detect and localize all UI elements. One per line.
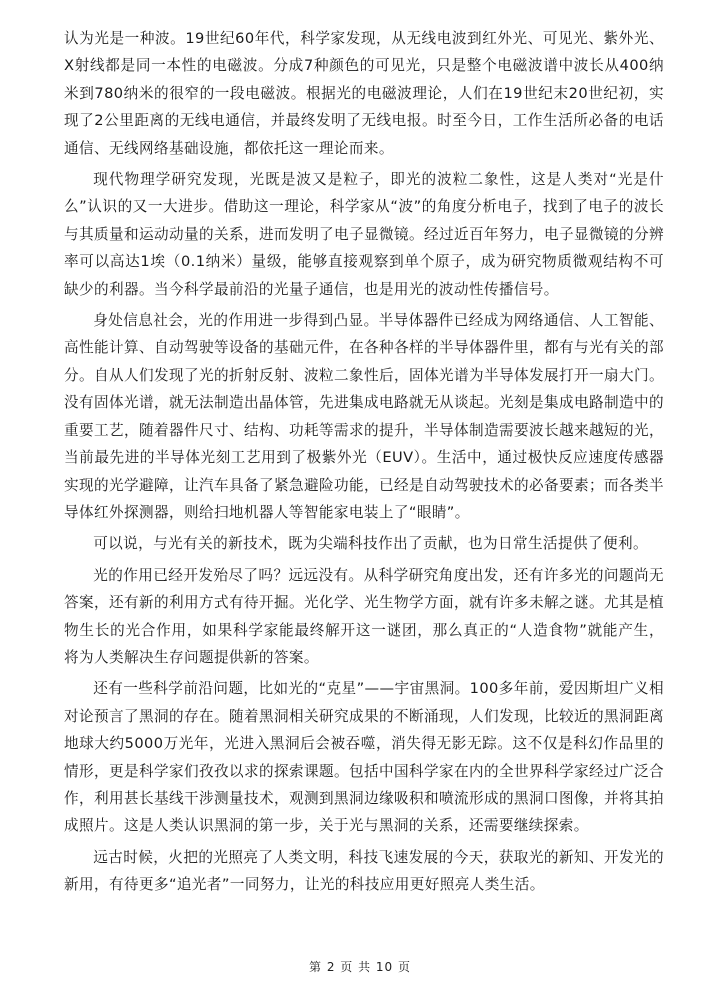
paragraph-black-hole: 还有一些科学前沿问题，比如光的“克星”——宇宙黑洞。100多年前，爱因斯坦广义相对论预言了黑洞的存在。随着黑洞相关研究成果的不断涌现，人们发现，比较近的黑洞距离地球大约5000万光年，光进入黑洞后会被吞噬，消失得无影无踪。这不仅是科幻作品里的情形，更是科学家们孜孜以求的探索课题。包括中国科学家在内的全世界科学家经过广泛合作，利用甚长基线干涉测量技术，观测到黑洞边缘吸积和喷流形成的黑洞口图像，并将其拍成照片。这是人类认识黑洞的第一步，关于光与黑洞的关系，还需要继续探索。 bbox=[64, 680, 664, 835]
paragraph-conclusion: 远古时候，火把的光照亮了人类文明，科技飞速发展的今天，获取光的新知、开发光的新用，有待更多“追光者”一同努力，让光的科技应用更好照亮人类生活。 bbox=[64, 848, 664, 894]
paragraph-continued: 认为光是一种波。19世纪60年代，科学家发现，从无线电波到红外光、可见光、紫外光、X射线都是同一本性的电磁波。分成7种颜色的可见光，只是整个电磁波谱中波长从400纳米到780纳米的很窄的一段电磁波。根据光的电磁波理论，人们在19世纪末20世纪初，实现了2公里距离的无线电通信，并最终发明了无线电报。时至今日，工作生活所必备的电话通信、无线网络基础设施，都依托这一理论而来。 bbox=[64, 30, 664, 157]
page-number-footer: 第 2 页 共 10 页 bbox=[309, 960, 411, 974]
paragraph-summary: 可以说，与光有关的新技术，既为尖端科技作出了贡献，也为日常生活提供了便利。 bbox=[93, 535, 648, 553]
paragraph-unsolved-questions: 光的作用已经开发殆尽了吗？远远没有。从科学研究角度出发，还有许多光的问题尚无答案，还有新的利用方式有待开掘。光化学、光生物学方面，就有许多未解之谜。尤其是植物生长的光合作用，如果科学家能最终解开这一谜团，那么真正的“人造食物”就能产生，将为人类解决生存问题提供新的答案。 bbox=[64, 566, 664, 666]
paragraph-wave-particle-duality: 现代物理学研究发现，光既是波又是粒子，即光的波粒二象性，这是人类对“光是什么”认识的又一大进步。借助这一理论，科学家从“波”的角度分析电子，找到了电子的波长与其质量和运动动量的关系，进而发明了电子显微镜。经过近百年努力，电子显微镜的分辨率可以高达1埃（0.1纳米）量级，能够直接观察到单个原子，成为研究物质微观结构不可缺少的利器。当今科学最前沿的光量子通信，也是用光的波动性传播信号。 bbox=[64, 171, 664, 298]
paragraph-semiconductor: 身处信息社会，光的作用进一步得到凸显。半导体器件已经成为网络通信、人工智能、高性能计算、自动驾驶等设备的基础元件，在各种各样的半导体器件里，都有与光有关的部分。自从人们发现了光的折射反射、波粒二象性后，固体光谱为半导体发展打开一扇大门。没有固体光谱，就无法制造出晶体管，先进集成电路就无从谈起。光刻是集成电路制造中的重要工艺，随着器件尺寸、结构、功耗等需求的提升，半导体制造需要波长越来越短的光，当前最先进的半导体光刻工艺用到了极紫外光（EUV）。生活中，通过极快反应速度传感器实现的光学避障，让汽车具备了紧急避险功能，已经是自动驾驶技术的必备要素；而各类半导体红外探测器，则给扫地机器人等智能家电装上了“眼睛”。 bbox=[64, 312, 664, 521]
